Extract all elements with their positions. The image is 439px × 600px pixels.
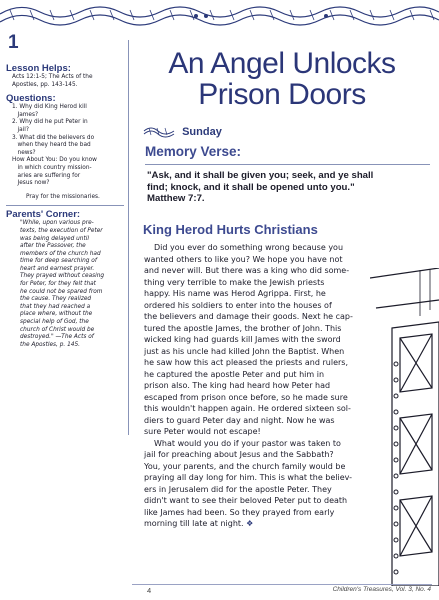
parents-quote-line: for Peter, for they felt that bbox=[20, 281, 96, 288]
story-line: and never will. But there was a king who did some- bbox=[144, 266, 350, 275]
memory-verse-text bbox=[147, 170, 429, 205]
story-line: didn't want to see their beloved Peter put to death bbox=[144, 496, 348, 505]
footer-divider bbox=[132, 584, 432, 585]
memory-verse-heading: Memory Verse: bbox=[145, 144, 242, 159]
lesson-helps-line: Apostles, pp. 143-145. bbox=[12, 81, 78, 88]
question-line: news? bbox=[12, 149, 36, 156]
ribbon-border bbox=[0, 0, 439, 30]
memory-verse-line: Matthew 7:7. bbox=[147, 193, 205, 204]
story-paragraph-1-bottom bbox=[144, 300, 366, 438]
story-line: You, your parents, and the church family would be bbox=[144, 461, 346, 471]
parents-quote-line: place where, without the bbox=[20, 311, 93, 318]
parents-quote-line: "While, upon various pre- bbox=[20, 220, 94, 227]
title-line-2: Prison Doors bbox=[198, 78, 366, 111]
story-line: jail for preaching about Jesus and the Sabbath? bbox=[144, 450, 334, 459]
story-line: sure Peter would not escape! bbox=[144, 427, 261, 436]
story-line: he captured the apostle Peter and put him in bbox=[144, 369, 325, 379]
parents-quote-line: time for deep searching of bbox=[20, 258, 97, 265]
question-line: 1. Why did King Herod kill bbox=[12, 104, 87, 111]
parents-quote-line: that they had reached a bbox=[20, 303, 91, 310]
lesson-helps-heading: Lesson Helps: bbox=[6, 63, 71, 74]
parents-quote-line: heart and earnest prayer. bbox=[20, 265, 95, 272]
question-line: in which country mission- bbox=[12, 164, 92, 171]
memory-verse-line: "Ask, and it shall be given you; seek, and ye shall bbox=[147, 170, 374, 181]
story-line: escaped from prison once before, so he made sure bbox=[144, 392, 348, 402]
story-line: thing very terrible to make the Jewish priests bbox=[144, 277, 325, 287]
story-line: ers in Jerusalem did for the apostle Peter. They bbox=[144, 484, 332, 494]
parents-quote-line: members of the church had bbox=[20, 250, 101, 257]
ribbon-icon bbox=[143, 124, 177, 138]
story-line: Did you ever do something wrong because you bbox=[154, 243, 344, 252]
memory-verse-divider bbox=[145, 164, 430, 165]
story-line: the believers and damage their goods. Next he cap- bbox=[144, 312, 353, 321]
question-line: when they heard the bad bbox=[12, 142, 91, 149]
parents-quote-line: They prayed without ceasing bbox=[20, 273, 105, 280]
parents-quote-line: special help of God, the bbox=[20, 319, 89, 326]
story-line: wicked king had guards kill James with the sword bbox=[144, 335, 341, 344]
questions-heading: Questions: bbox=[6, 93, 56, 105]
parents-quote-line: church of Christ would be bbox=[20, 326, 95, 333]
memory-verse-line: find; knock, and it shall be opened unto you." bbox=[147, 181, 355, 193]
sidebar bbox=[6, 32, 128, 452]
story-line: happy. His name was Herod Agrippa. First, he bbox=[144, 289, 326, 298]
story-line: this wouldn't happen again. He ordered sixteen sol- bbox=[144, 404, 351, 413]
prayer-line: Pray for the missionaries. bbox=[26, 193, 100, 200]
parents-quote-line: texts, the execution of Peter bbox=[20, 227, 103, 234]
story-paragraph-1-top bbox=[144, 242, 368, 300]
day-heading bbox=[143, 120, 222, 136]
parents-quote-line: he could not be spared from bbox=[20, 288, 103, 295]
page-title bbox=[132, 48, 432, 110]
story-line: wanted others to like you? We hope you have not bbox=[144, 254, 343, 264]
parents-quote-line: after the Passover, the bbox=[20, 243, 86, 250]
parents-corner-quote bbox=[20, 220, 128, 349]
question-line: James? bbox=[12, 111, 39, 118]
story-line: he saw how this act pleased the priests and rulers, bbox=[144, 358, 348, 367]
prison-door-illustration bbox=[370, 268, 439, 586]
story-line: ordered his soldiers to enter into the houses of bbox=[144, 300, 332, 310]
end-mark-icon: ❖ bbox=[243, 519, 254, 528]
day-label: Sunday bbox=[182, 126, 222, 138]
question-line: jail? bbox=[12, 126, 29, 133]
question-line: Jesus now? bbox=[12, 180, 50, 187]
questions-list bbox=[12, 104, 128, 188]
story-line: praying all day long for him. This is what the believ- bbox=[144, 473, 353, 482]
question-line: 2. Why did he put Peter in bbox=[12, 119, 88, 126]
sidebar-divider bbox=[128, 40, 129, 435]
parents-quote-line: was being delayed until bbox=[20, 235, 89, 242]
parents-corner-heading: Parents' Corner: bbox=[6, 209, 81, 221]
story-line: like James had been. So they prayed from early bbox=[144, 507, 335, 517]
story-line: prison also. The king had heard how Peter had bbox=[144, 381, 331, 390]
title-line-1: An Angel Unlocks bbox=[168, 47, 396, 80]
story-paragraph-2 bbox=[144, 438, 366, 530]
parents-quote-line: destroyed." —The Acts of bbox=[20, 334, 94, 341]
story-line: diers to guard Peter day and night. Now he was bbox=[144, 415, 335, 425]
page-number: 4 bbox=[147, 586, 152, 595]
lesson-number: 1 bbox=[8, 32, 19, 53]
story-heading: King Herod Hurts Christians bbox=[143, 222, 318, 237]
lesson-helps-line: Acts 12:1-5; The Acts of the bbox=[12, 74, 93, 80]
story-line: just as his uncle had killed John the Baptist. When bbox=[144, 346, 345, 356]
question-line: 3. What did the believers do bbox=[12, 134, 95, 141]
question-line: How About You: Do you know bbox=[12, 157, 97, 164]
question-line: aries are suffering for bbox=[12, 172, 81, 179]
parents-quote-line: the Apostles, p. 145. bbox=[20, 341, 80, 348]
lesson-helps-text bbox=[12, 74, 128, 89]
parents-quote-line: the cause. They realized bbox=[20, 296, 92, 303]
footer-credit: Children's Treasures, Vol. 3, No. 4 bbox=[332, 586, 431, 593]
story-line: What would you do if your pastor was taken to bbox=[154, 438, 341, 448]
story-line: morning till late at night. ❖ bbox=[144, 519, 254, 528]
story-line: tured the apostle James, the brother of John. This bbox=[144, 323, 342, 333]
